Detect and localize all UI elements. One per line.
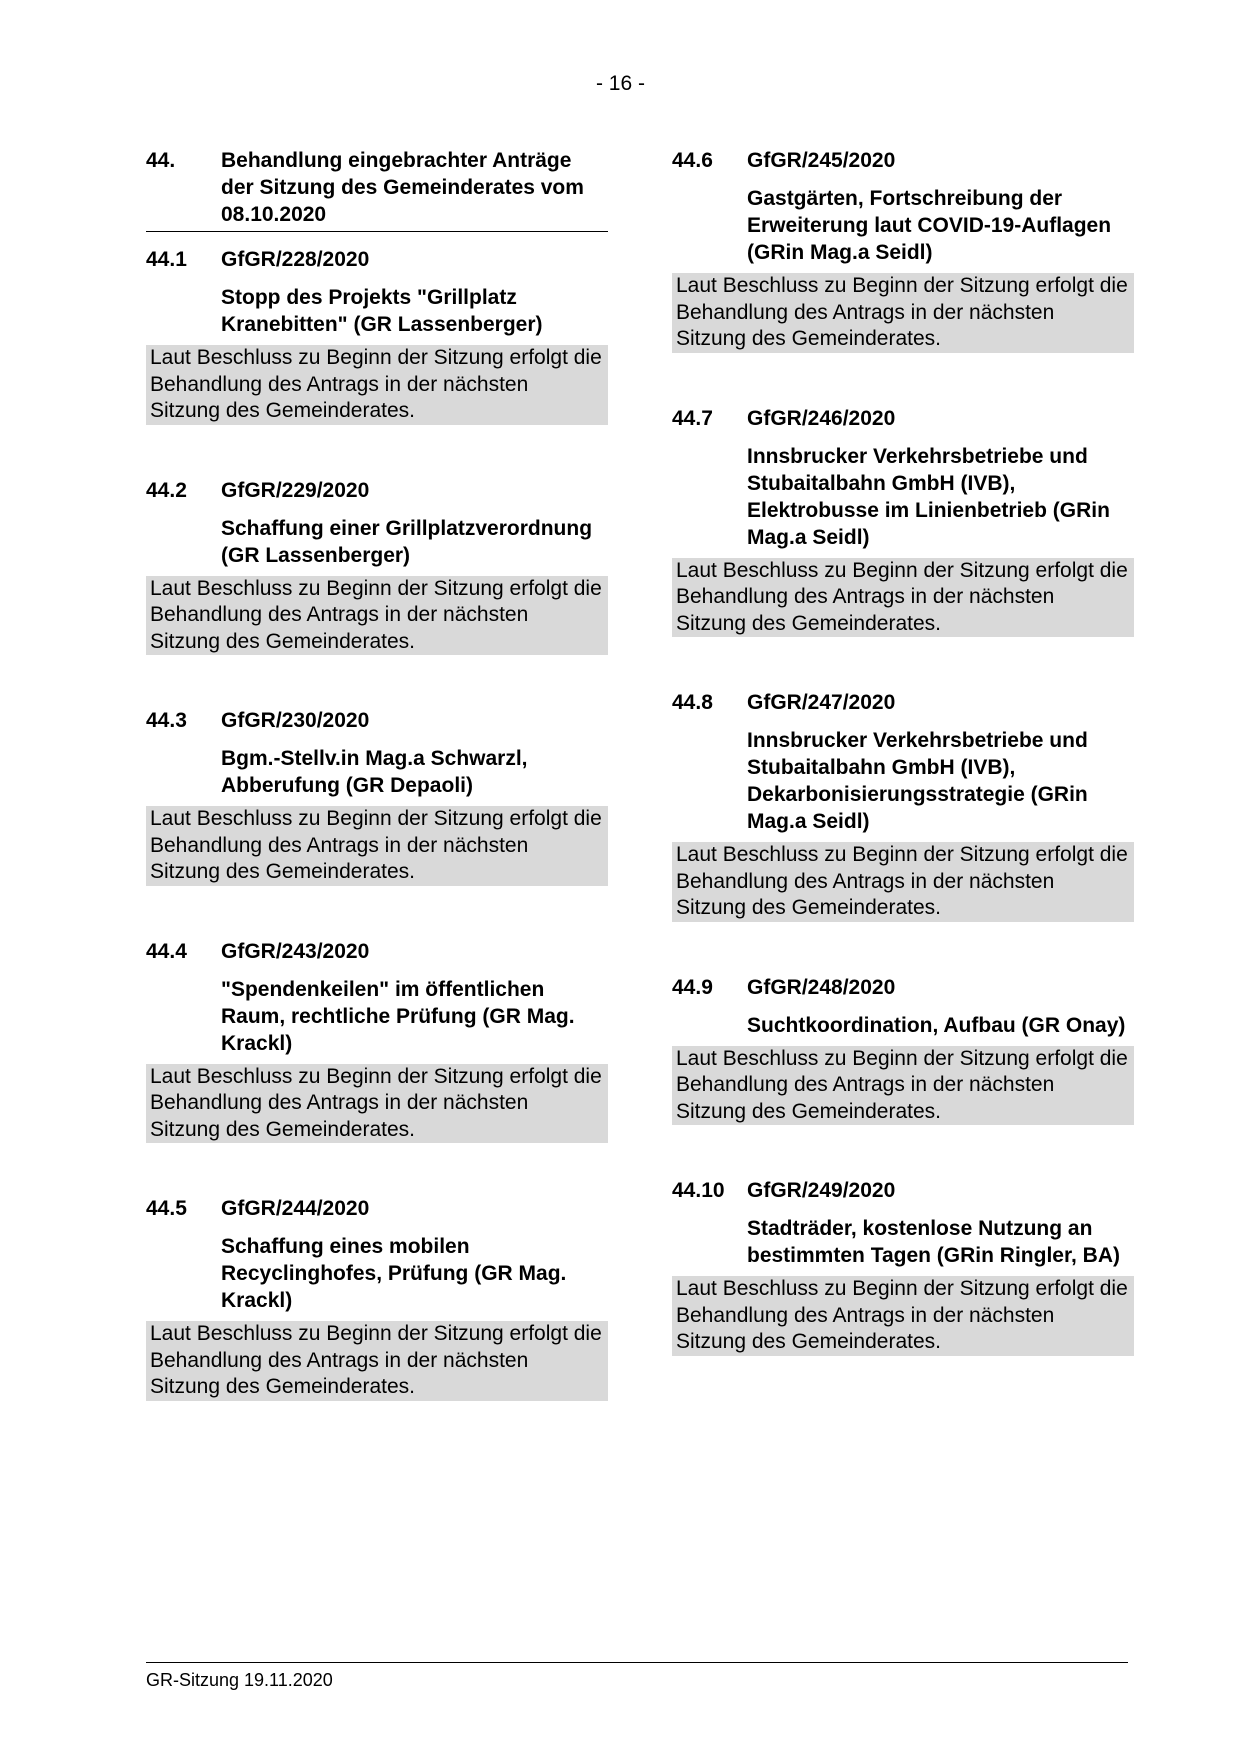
item-title: Schaffung eines mobilen Recyclinghofes, Prüfung (GR Mag. Krackl) [221,1235,567,1312]
item-title: Stopp des Projekts "Grillplatz Kranebitten" (GR Lassenberger) [221,286,543,336]
right-column [672,147,1134,1408]
agenda-item [672,1177,1134,1356]
item-reference: GfGR/245/2020 [747,149,896,172]
agenda-item [672,689,1134,922]
item-number: 44.1 [146,248,187,271]
footer-session-label: GR-Sitzung 19.11.2020 [146,1670,333,1690]
agenda-item [672,147,1134,353]
item-decision: Laut Beschluss zu Beginn der Sitzung erfolgt die Behandlung des Antrags in der nächsten Sitzung des Gemeinderates. [672,842,1134,922]
footer-divider [146,1662,1128,1663]
agenda-item [146,938,608,1144]
page-number: - 16 - [595,72,645,95]
item-reference: GfGR/244/2020 [221,1197,370,1220]
item-reference: GfGR/249/2020 [747,1179,896,1202]
agenda-item [146,246,608,425]
item-number: 44.2 [146,478,187,502]
item-title: Gastgärten, Fortschreibung der Erweiterung laut COVID-19-Auflagen (GRin Mag.a Seidl) [747,187,1112,264]
item-number: 44.8 [672,691,713,714]
item-number: 44.4 [146,939,187,963]
agenda-item [146,477,608,656]
section-number: 44. [146,149,176,172]
item-reference: GfGR/230/2020 [221,709,370,732]
item-number: 44.7 [672,406,713,430]
section-title: Behandlung eingebrachter Anträge der Sitzung des Gemeinderates vom 08.10.2020 [221,149,584,226]
item-reference: GfGR/243/2020 [221,939,370,963]
agenda-item [672,974,1134,1126]
item-reference: GfGR/228/2020 [221,248,370,271]
item-title: "Spendenkeilen" im öffentlichen Raum, rechtliche Prüfung (GR Mag. Krackl) [221,977,575,1055]
item-number: 44.5 [146,1197,187,1220]
item-title: Bgm.-Stellv.in Mag.a Schwarzl, Abberufung (GR Depaoli) [221,747,528,797]
section-heading [146,147,608,232]
item-reference: GfGR/248/2020 [747,975,896,999]
item-title: Stadträder, kostenlose Nutzung an bestimmten Tagen (GRin Ringler, BA) [747,1217,1120,1267]
agenda-item [672,405,1134,638]
item-decision: Laut Beschluss zu Beginn der Sitzung erfolgt die Behandlung des Antrags in der nächsten Sitzung des Gemeinderates. [672,558,1134,638]
item-number: 44.10 [672,1179,725,1202]
item-decision: Laut Beschluss zu Beginn der Sitzung erfolgt die Behandlung des Antrags in der nächsten Sitzung des Gemeinderates. [146,576,608,656]
item-title: Innsbrucker Verkehrsbetriebe und Stubaitalbahn GmbH (IVB), Dekarbonisierungsstrategie (GRin Mag.a Seidl) [747,729,1088,833]
item-number: 44.9 [672,975,713,999]
agenda-item [146,1195,608,1401]
item-decision: Laut Beschluss zu Beginn der Sitzung erfolgt die Behandlung des Antrags in der nächsten Sitzung des Gemeinderates. [672,1046,1134,1126]
item-number: 44.6 [672,149,713,172]
item-decision: Laut Beschluss zu Beginn der Sitzung erfolgt die Behandlung des Antrags in der nächsten Sitzung des Gemeinderates. [146,1064,608,1144]
item-title: Innsbrucker Verkehrsbetriebe und Stubaitalbahn GmbH (IVB), Elektrobusse im Linienbetrieb (GRin Mag.a Seidl) [747,444,1110,549]
item-reference: GfGR/229/2020 [221,478,370,502]
item-title: Schaffung einer Grillplatzverordnung (GR Lassenberger) [221,516,593,567]
item-number: 44.3 [146,709,187,732]
left-column [146,147,608,1453]
item-decision: Laut Beschluss zu Beginn der Sitzung erfolgt die Behandlung des Antrags in der nächsten Sitzung des Gemeinderates. [146,806,608,886]
item-decision: Laut Beschluss zu Beginn der Sitzung erfolgt die Behandlung des Antrags in der nächsten Sitzung des Gemeinderates. [672,273,1134,353]
item-decision: Laut Beschluss zu Beginn der Sitzung erfolgt die Behandlung des Antrags in der nächsten Sitzung des Gemeinderates. [672,1276,1134,1356]
item-reference: GfGR/247/2020 [747,691,896,714]
item-decision: Laut Beschluss zu Beginn der Sitzung erfolgt die Behandlung des Antrags in der nächsten Sitzung des Gemeinderates. [146,345,608,425]
item-title: Suchtkoordination, Aufbau (GR Onay) [747,1013,1126,1037]
item-decision: Laut Beschluss zu Beginn der Sitzung erfolgt die Behandlung des Antrags in der nächsten Sitzung des Gemeinderates. [146,1321,608,1401]
item-reference: GfGR/246/2020 [747,406,896,430]
agenda-item [146,707,608,886]
